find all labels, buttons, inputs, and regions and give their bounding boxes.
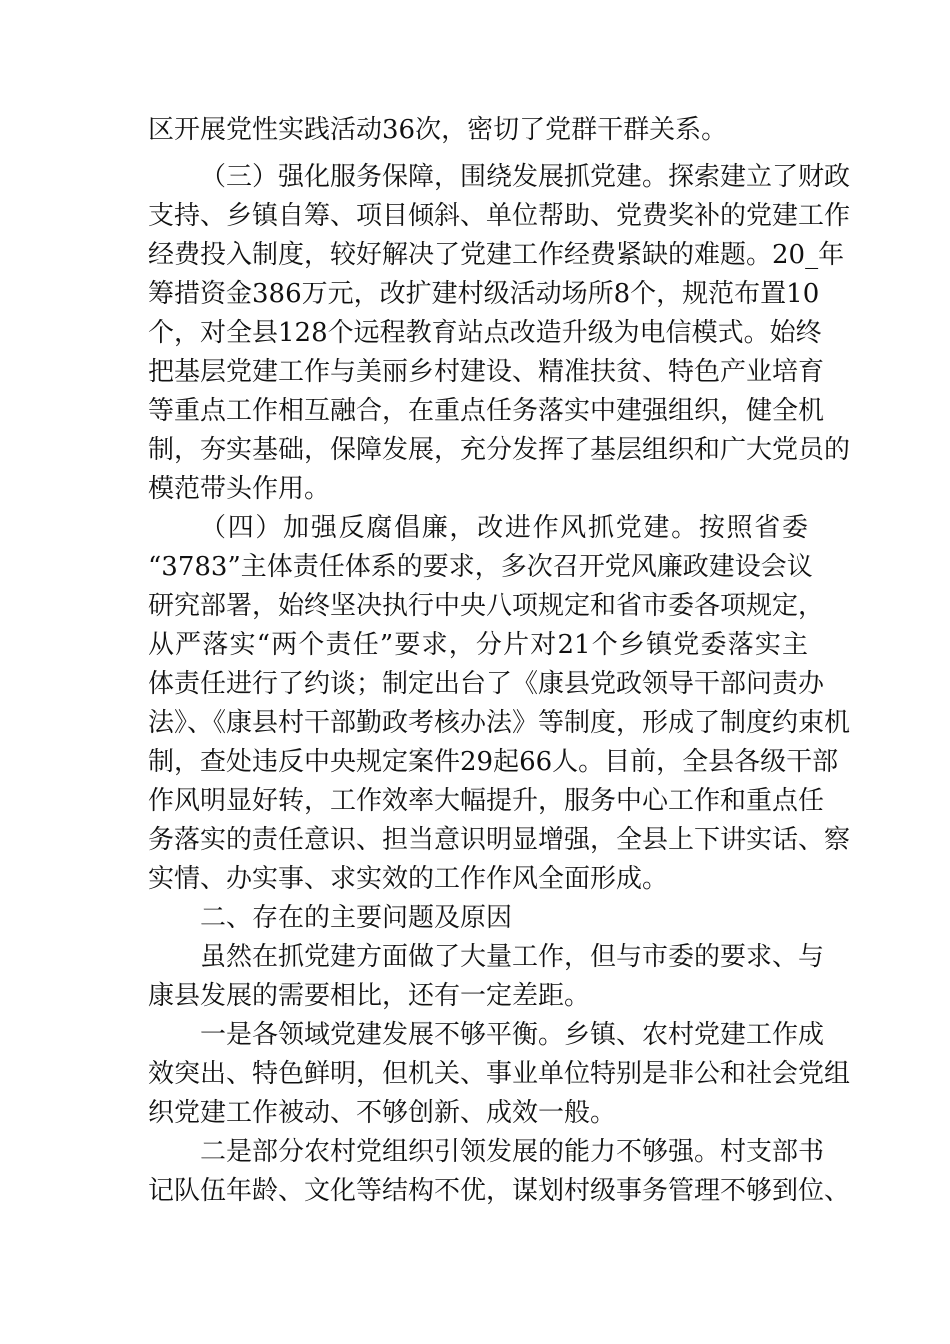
- paragraph-line: 经费投入制度，较好解决了党建工作经费紧缺的难题。20_年: [148, 240, 845, 270]
- paragraph-line: 把基层党建工作与美丽乡村建设、精准扶贫、特色产业培育: [148, 357, 825, 387]
- paragraph-line: 模范带头作用。: [148, 474, 331, 504]
- section-heading-line: （三）强化服务保障，围绕发展抓党建。探索建立了财政: [200, 162, 851, 192]
- paragraph-line: “3783”主体责任体系的要求，多次召开党风廉政建设会议: [148, 552, 813, 582]
- paragraph-line: 体责任进行了约谈；制定出台了《康县党政领导干部问责办: [148, 669, 825, 699]
- paragraph-line: 等重点工作相互融合，在重点任务落实中建强组织，健全机: [148, 396, 825, 426]
- paragraph-line: 记队伍年龄、文化等结构不优，谋划村级事务管理不够到位、: [148, 1176, 851, 1206]
- section-heading-line: （四）加强反腐倡廉，改进作风抓党建。按照省委: [200, 513, 808, 543]
- paragraph-line: 支持、乡镇自筹、项目倾斜、单位帮助、党费奖补的党建工作: [148, 201, 851, 231]
- paragraph-line: 二是部分农村党组织引领发展的能力不够强。村支部书: [200, 1137, 825, 1167]
- paragraph-line: 区开展党性实践活动36次，密切了党群干群关系。: [148, 115, 728, 145]
- paragraph-line: 织党建工作被动、不够创新、成效一般。: [148, 1098, 617, 1128]
- paragraph-line: 制，查处违反中央规定案件29起66人。目前，全县各级干部: [148, 747, 839, 777]
- paragraph-line: 制，夯实基础，保障发展，充分发挥了基层组织和广大党员的: [148, 435, 851, 465]
- paragraph-line: 虽然在抓党建方面做了大量工作，但与市委的要求、与: [200, 942, 825, 972]
- paragraph-line: 务落实的责任意识、担当意识明显增强，全县上下讲实话、察: [148, 825, 851, 855]
- paragraph-line: 实情、办实事、求实效的工作作风全面形成。: [148, 864, 669, 894]
- paragraph-line: 研究部署，始终坚决执行中央八项规定和省市委各项规定，: [148, 591, 825, 621]
- paragraph-line: 从严落实“两个责任”要求，分片对21个乡镇党委落实主: [148, 630, 808, 660]
- paragraph-line: 法》、《康县村干部勤政考核办法》等制度，形成了制度约束机: [148, 708, 851, 738]
- paragraph-line: 效突出、特色鲜明，但机关、事业单位特别是非公和社会党组: [148, 1059, 851, 1089]
- section-heading-line: 二、存在的主要问题及原因: [200, 903, 513, 933]
- paragraph-line: 作风明显好转，工作效率大幅提升，服务中心工作和重点任: [148, 786, 825, 816]
- paragraph-line: 个，对全县128个远程教育站点改造升级为电信模式。始终: [148, 318, 822, 348]
- paragraph-line: 一是各领域党建发展不够平衡。乡镇、农村党建工作成: [200, 1020, 825, 1050]
- paragraph-line: 康县发展的需要相比，还有一定差距。: [148, 981, 591, 1011]
- paragraph-line: 筹措资金386万元，改扩建村级活动场所8个，规范布置10: [148, 279, 820, 309]
